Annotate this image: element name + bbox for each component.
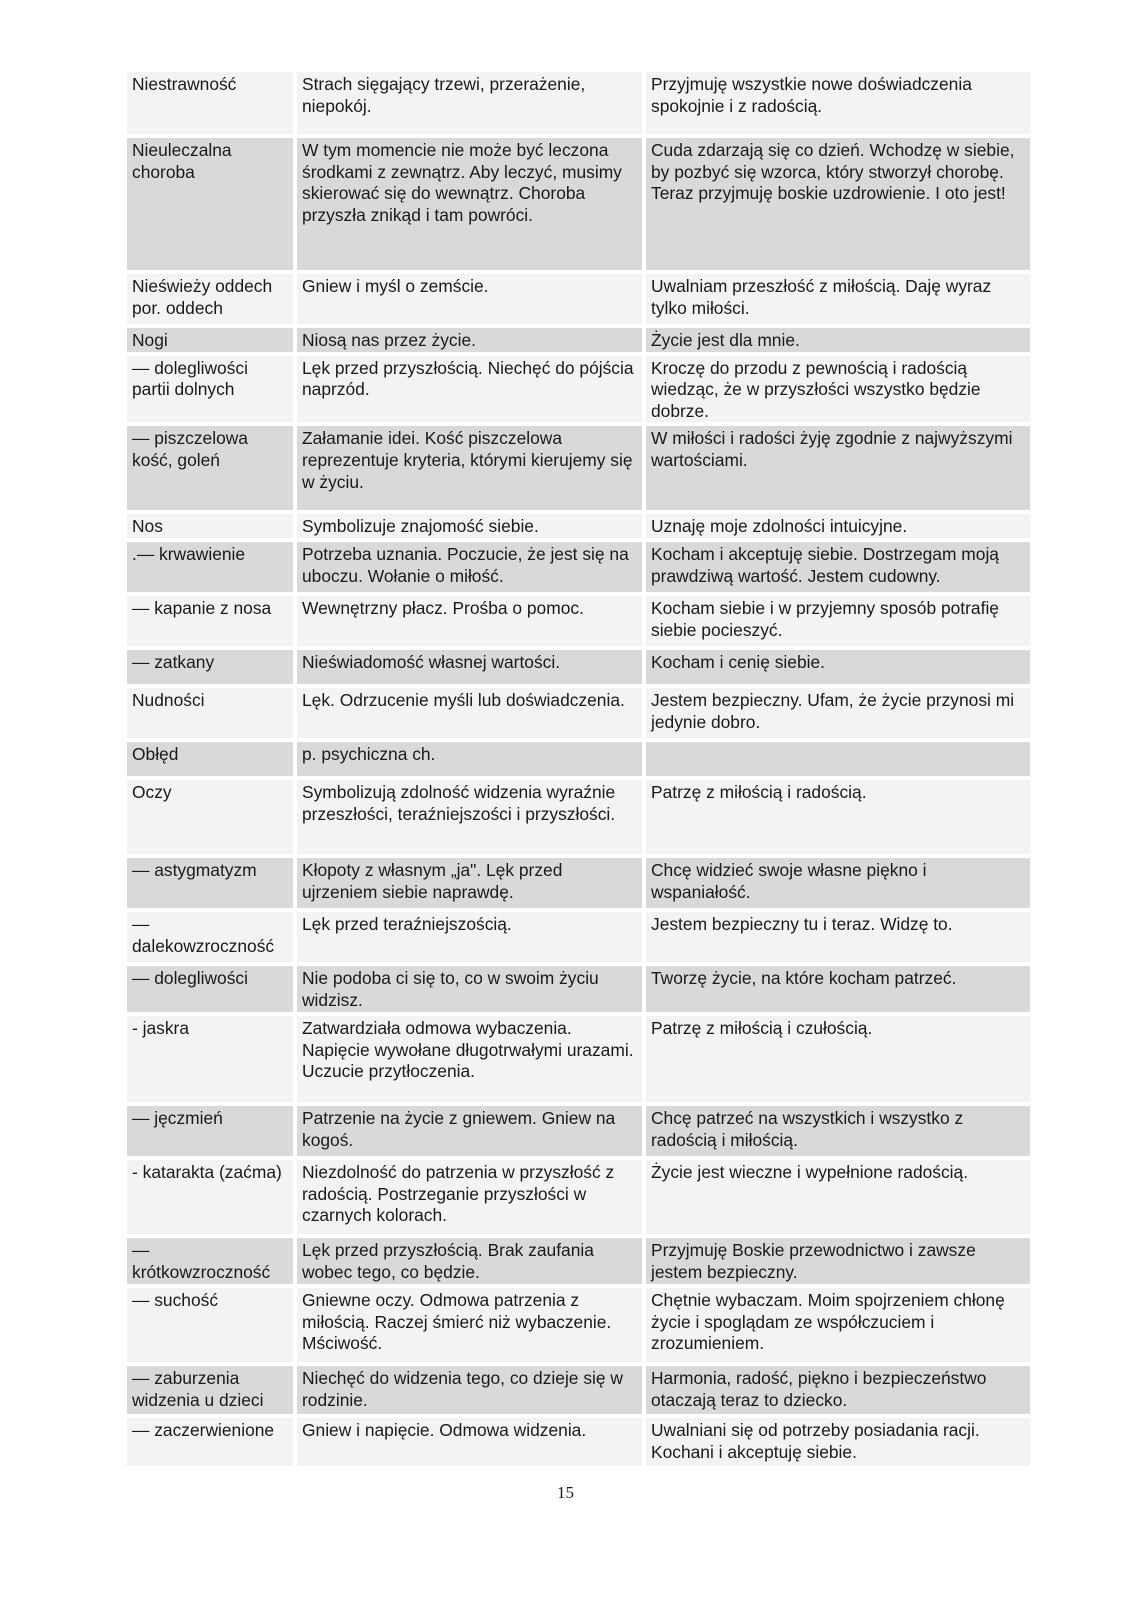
table-row xyxy=(127,274,1030,324)
cause-cell: Niechęć do widzenia tego, co dzieje się w rodzinie. xyxy=(297,1366,642,1414)
affirmation-cell: Przyjmuję wszystkie nowe doświadczenia spokojnie i z radością. xyxy=(646,72,1030,134)
condition-cell: - katarakta (zaćma) xyxy=(127,1160,293,1234)
condition-cell: — piszczelowa kość, goleń xyxy=(127,426,293,510)
condition-cell: — dalekowzroczność xyxy=(127,912,293,962)
table-row xyxy=(127,1418,1030,1466)
cause-cell: Lęk. Odrzucenie myśli lub doświadczenia. xyxy=(297,688,642,738)
cause-cell: Wewnętrzny płacz. Prośba o pomoc. xyxy=(297,596,642,646)
table-row xyxy=(127,858,1030,908)
table-row xyxy=(127,1106,1030,1156)
condition-cell: Nudności xyxy=(127,688,293,738)
affirmation-cell: Uwalniam przeszłość z miłością. Daję wyraz tylko miłości. xyxy=(646,274,1030,324)
condition-cell: - jaskra xyxy=(127,1016,293,1102)
cause-cell: Lęk przed przyszłością. Niechęć do pójścia naprzód. xyxy=(297,356,642,423)
page-number: 15 xyxy=(557,1483,574,1502)
condition-cell: — dolegliwości partii dolnych xyxy=(127,356,293,423)
affirmation-cell: Kroczę do przodu z pewnością i radością wiedząc, że w przyszłości wszystko będzie dobrze. xyxy=(646,356,1030,423)
table-row xyxy=(127,780,1030,854)
condition-cell: — zaburzenia widzenia u dzieci xyxy=(127,1366,293,1414)
table-row xyxy=(127,426,1030,510)
cause-cell: Symbolizują zdolność widzenia wyraźnie przeszłości, teraźniejszości i przyszłości. xyxy=(297,780,642,854)
table-row xyxy=(127,1160,1030,1234)
cause-cell: p. psychiczna ch. xyxy=(297,742,642,776)
condition-cell: — kapanie z nosa xyxy=(127,596,293,646)
affirmation-cell: Patrzę z miłością i czułością. xyxy=(646,1016,1030,1102)
affirmation-cell: Chcę patrzeć na wszystkich i wszystko z radością i miłością. xyxy=(646,1106,1030,1156)
cause-cell: Strach sięgający trzewi, przerażenie, niepokój. xyxy=(297,72,642,134)
condition-cell: Nos xyxy=(127,514,293,538)
condition-cell: — krótkowzroczność xyxy=(127,1238,293,1284)
table-row xyxy=(127,356,1030,423)
affirmation-cell: Chętnie wybaczam. Moim spojrzeniem chłonę życie i spoglądam ze współczuciem i zrozumieniem. xyxy=(646,1288,1030,1362)
affirmations-table xyxy=(123,68,1034,1470)
affirmation-cell: Uwalniani się od potrzeby posiadania racji. Kochani i akceptuję siebie. xyxy=(646,1418,1030,1466)
affirmation-cell: Kocham siebie i w przyjemny sposób potrafię siebie pocieszyć. xyxy=(646,596,1030,646)
table-row xyxy=(127,688,1030,738)
affirmation-cell: Chcę widzieć swoje własne piękno i wspaniałość. xyxy=(646,858,1030,908)
table-row xyxy=(127,514,1030,538)
affirmation-cell: Kocham i akceptuję siebie. Dostrzegam moją prawdziwą wartość. Jestem cudowny. xyxy=(646,542,1030,592)
table-row xyxy=(127,966,1030,1012)
table-row xyxy=(127,742,1030,776)
cause-cell: Patrzenie na życie z gniewem. Gniew na kogoś. xyxy=(297,1106,642,1156)
condition-cell: — astygmatyzm xyxy=(127,858,293,908)
cause-cell: Lęk przed teraźniejszością. xyxy=(297,912,642,962)
affirmation-cell: Życie jest wieczne i wypełnione radością. xyxy=(646,1160,1030,1234)
condition-cell: Nieświeży oddech por. oddech xyxy=(127,274,293,324)
table-row xyxy=(127,1366,1030,1414)
table-row xyxy=(127,596,1030,646)
condition-cell: — suchość xyxy=(127,1288,293,1362)
table-row xyxy=(127,912,1030,962)
cause-cell: Lęk przed przyszłością. Brak zaufania wobec tego, co będzie. xyxy=(297,1238,642,1284)
table-row xyxy=(127,328,1030,352)
condition-cell: — dolegliwości xyxy=(127,966,293,1012)
affirmation-cell: Kocham i cenię siebie. xyxy=(646,650,1030,684)
condition-cell: — zatkany xyxy=(127,650,293,684)
condition-cell: Obłęd xyxy=(127,742,293,776)
cause-cell: Nie podoba ci się to, co w swoim życiu widzisz. xyxy=(297,966,642,1012)
cause-cell: Potrzeba uznania. Poczucie, że jest się na uboczu. Wołanie o miłość. xyxy=(297,542,642,592)
affirmation-cell: Życie jest dla mnie. xyxy=(646,328,1030,352)
table-row xyxy=(127,1238,1030,1284)
affirmation-cell: Patrzę z miłością i radością. xyxy=(646,780,1030,854)
affirmation-cell: Przyjmuję Boskie przewodnictwo i zawsze jestem bezpieczny. xyxy=(646,1238,1030,1284)
table-row xyxy=(127,650,1030,684)
table-row xyxy=(127,72,1030,134)
affirmation-cell: Uznaję moje zdolności intuicyjne. xyxy=(646,514,1030,538)
cause-cell: Niezdolność do patrzenia w przyszłość z radością. Postrzeganie przyszłości w czarnych kolorach. xyxy=(297,1160,642,1234)
affirmation-cell: Jestem bezpieczny tu i teraz. Widzę to. xyxy=(646,912,1030,962)
cause-cell: W tym momencie nie może być leczona środkami z zewnątrz. Aby leczyć, musimy skierować się do wewnątrz. Choroba przyszła znikąd i tam powróci. xyxy=(297,138,642,270)
cause-cell: Gniewne oczy. Odmowa patrzenia z miłością. Raczej śmierć niż wybaczenie. Mściwość. xyxy=(297,1288,642,1362)
table-row xyxy=(127,1288,1030,1362)
condition-cell: Niestrawność xyxy=(127,72,293,134)
condition-cell: Nogi xyxy=(127,328,293,352)
cause-cell: Kłopoty z własnym „ja". Lęk przed ujrzeniem siebie naprawdę. xyxy=(297,858,642,908)
table-row xyxy=(127,542,1030,592)
affirmation-cell: Tworzę życie, na które kocham patrzeć. xyxy=(646,966,1030,1012)
condition-cell: Oczy xyxy=(127,780,293,854)
condition-cell: — zaczerwienione xyxy=(127,1418,293,1466)
affirmation-cell xyxy=(646,742,1030,776)
cause-cell: Symbolizuje znajomość siebie. xyxy=(297,514,642,538)
cause-cell: Nieświadomość własnej wartości. xyxy=(297,650,642,684)
affirmation-cell: Jestem bezpieczny. Ufam, że życie przynosi mi jedynie dobro. xyxy=(646,688,1030,738)
condition-cell: — jęczmień xyxy=(127,1106,293,1156)
cause-cell: Załamanie idei. Kość piszczelowa reprezentuje kryteria, którymi kierujemy się w życiu. xyxy=(297,426,642,510)
cause-cell: Niosą nas przez życie. xyxy=(297,328,642,352)
cause-cell: Gniew i myśl o zemście. xyxy=(297,274,642,324)
affirmation-cell: Harmonia, radość, piękno i bezpieczeństwo otaczają teraz to dziecko. xyxy=(646,1366,1030,1414)
table-row xyxy=(127,138,1030,270)
table-row xyxy=(127,1016,1030,1102)
condition-cell: .— krwawienie xyxy=(127,542,293,592)
cause-cell: Gniew i napięcie. Odmowa widzenia. xyxy=(297,1418,642,1466)
condition-cell: Nieuleczalna choroba xyxy=(127,138,293,270)
affirmation-cell: W miłości i radości żyję zgodnie z najwyższymi wartościami. xyxy=(646,426,1030,510)
cause-cell: Zatwardziała odmowa wybaczenia. Napięcie wywołane długotrwałymi urazami. Uczucie przytłoczenia. xyxy=(297,1016,642,1102)
affirmation-cell: Cuda zdarzają się co dzień. Wchodzę w siebie, by pozbyć się wzorca, który stworzył chorobę. Teraz przyjmuję boskie uzdrowienie. I oto jest! xyxy=(646,138,1030,270)
